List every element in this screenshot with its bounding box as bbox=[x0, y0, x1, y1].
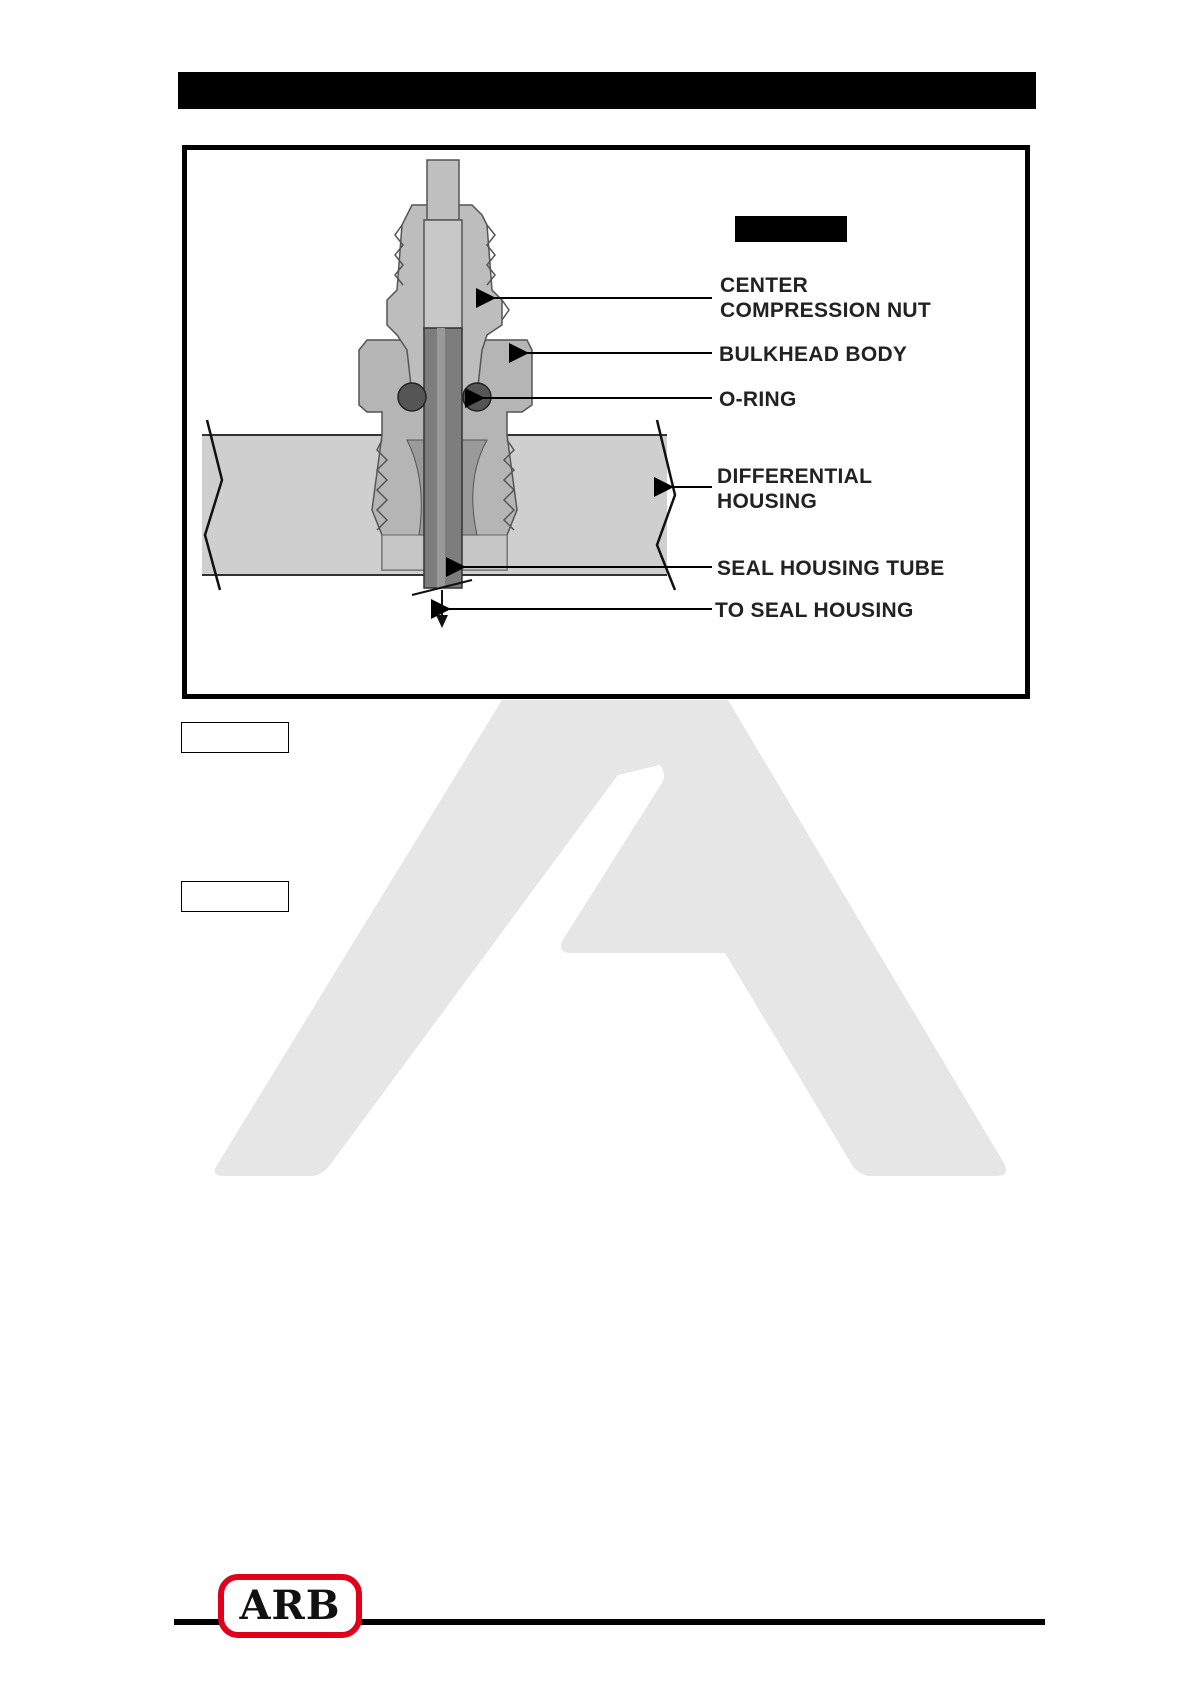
header-bar bbox=[178, 72, 1036, 109]
arb-logo-text: ARB bbox=[239, 1582, 341, 1629]
step-number-box bbox=[181, 722, 289, 753]
label-to-seal-housing: TO SEAL HOUSING bbox=[715, 599, 914, 622]
label-center: CENTER bbox=[720, 274, 809, 297]
label-bulkhead-body: BULKHEAD BODY bbox=[719, 343, 908, 366]
step-number-box bbox=[181, 881, 289, 912]
label-o-ring: O-RING bbox=[719, 388, 797, 411]
label-housing: HOUSING bbox=[717, 490, 818, 513]
label-differential: DIFFERENTIAL bbox=[717, 465, 873, 488]
figure-frame bbox=[182, 145, 1030, 699]
arb-logo bbox=[218, 1574, 362, 1638]
label-compression-nut: COMPRESSION NUT bbox=[720, 299, 932, 322]
fitting-diagram bbox=[187, 150, 1025, 694]
label-seal-housing-tube: SEAL HOUSING TUBE bbox=[717, 557, 945, 580]
tube-top bbox=[424, 160, 462, 330]
figure-caption-bar bbox=[735, 216, 847, 242]
